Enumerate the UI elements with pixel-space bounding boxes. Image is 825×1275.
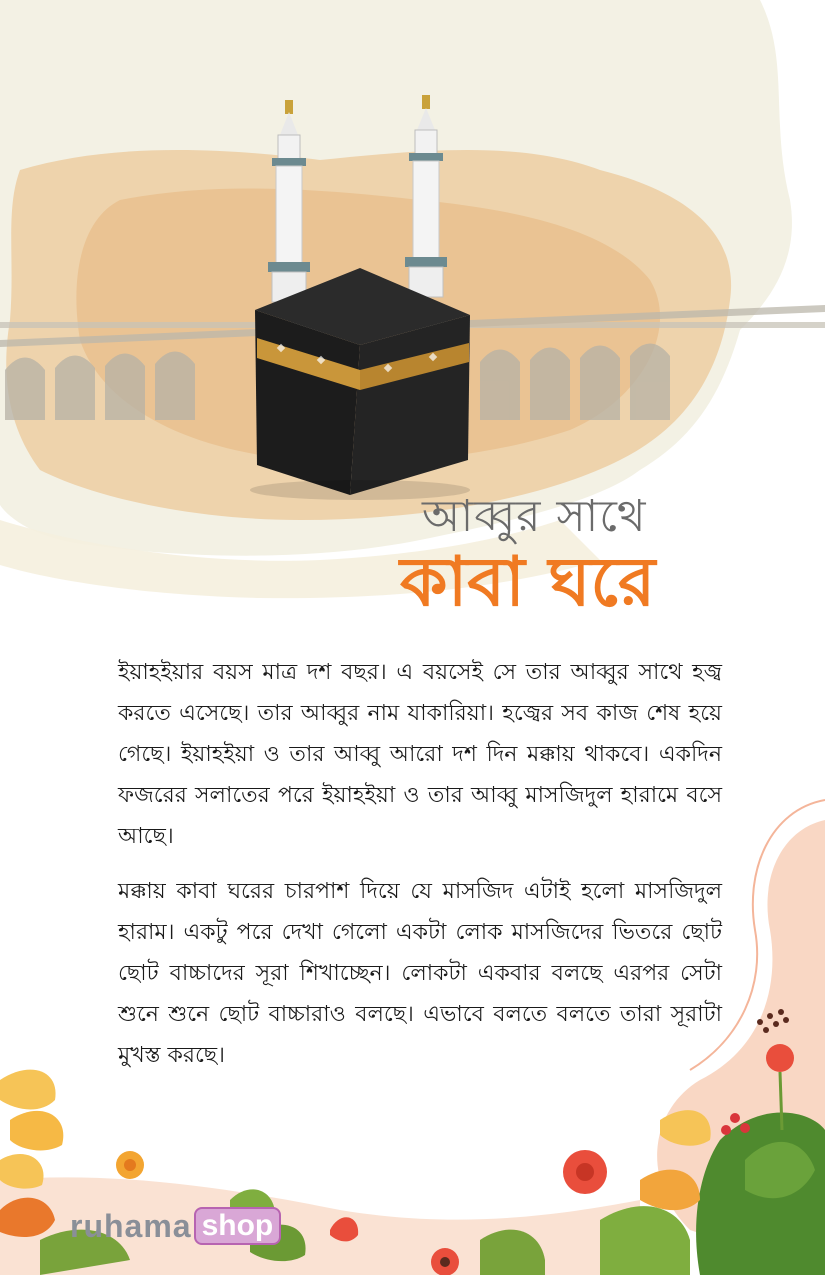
book-subtitle: আব্বুর সাথে <box>422 491 647 542</box>
ruhama-shop-logo <box>70 1206 281 1246</box>
story-paragraph: ইয়াহইয়ার বয়স মাত্র দশ বছর। এ বয়সেই সে তার আব্বুর সাথে হজ্ব করতে এসেছে। তার আব্বুর নাম যাকারিয়া। হজ্বের সব কাজ শেষ হয়ে গেছে। ইয়াহইয়া ও তার আব্বু আরো দশ দিন মক্কায় থাকবে। একদিন ফজরের সলাতের পরে ইয়াহইয়া ও তার আব্বু মাসজিদুল হারামে বসে আছে। <box>118 660 722 849</box>
story-text <box>118 652 722 1090</box>
title-block <box>400 490 780 622</box>
story-paragraph: মক্কায় কাবা ঘরের চারপাশ দিয়ে যে মাসজিদ এটাই হলো মাসজিদুল হারাম। একটু পরে দেখা গেলো একটা লোক মাসজিদের ভিতরে ছোট ছোট বাচ্চাদের সূরা শিখাচ্ছেন। লোকটা একবার বলছে এরপর সেটা শুনে শুনে ছোট বাচ্চারাও বলছে। এভাবে বলতে বলতে তারা সূরাটা মুখস্ত করছে। <box>118 879 722 1068</box>
book-title: কাবা ঘরে <box>400 543 656 622</box>
logo-brand-text: ruhama <box>70 1207 192 1244</box>
logo-shop-badge: shop <box>194 1207 282 1245</box>
kaaba <box>250 268 470 500</box>
